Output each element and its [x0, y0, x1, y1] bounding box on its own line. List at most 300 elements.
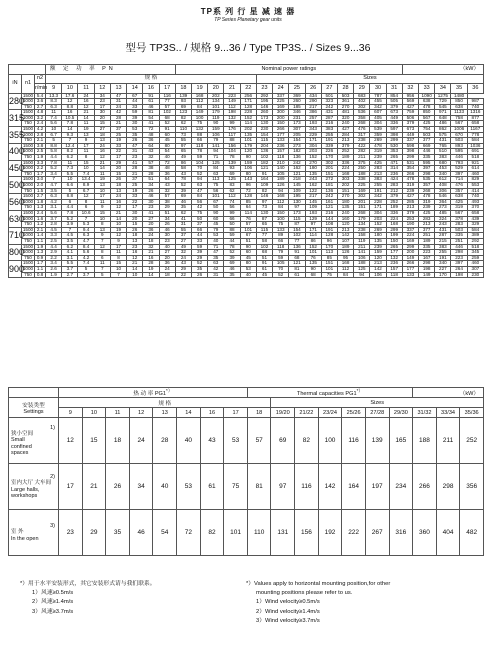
power-cell: 84	[208, 166, 224, 172]
power-cell: 193	[305, 210, 321, 216]
thermal-cell: 24	[129, 418, 153, 464]
power-cell: 97	[175, 143, 191, 149]
power-cell: 159	[370, 250, 386, 256]
power-cell: 21	[127, 171, 143, 177]
power-cell: 15	[110, 261, 126, 267]
power-cell: 9	[94, 233, 110, 239]
notes-cn	[20, 580, 156, 617]
power-cell: 778	[467, 132, 483, 138]
size-col-25: 25	[289, 84, 305, 94]
power-cell: 14	[110, 216, 126, 222]
power-cell: 58	[256, 238, 272, 244]
power-cell: 3.9	[62, 222, 78, 228]
power-cell: 26	[110, 177, 126, 183]
power-cell: 7	[62, 138, 78, 144]
power-cell: 213	[370, 171, 386, 177]
thermal-cell: 298	[436, 464, 460, 510]
power-cell: 149	[224, 99, 240, 105]
power-cell: 173	[289, 210, 305, 216]
n1-cell: 1500	[22, 209, 34, 215]
ratio-cell: 710	[9, 227, 22, 244]
power-cell: 340	[435, 261, 451, 267]
thermal-size-col: 35/36	[460, 408, 484, 418]
power-cell: 168	[337, 171, 353, 177]
power-cell: 230	[467, 272, 483, 278]
power-cell: 6.7	[78, 188, 94, 194]
power-cell: 189	[337, 244, 353, 250]
power-cell: 109	[256, 183, 272, 189]
power-cell: 75	[208, 183, 224, 189]
power-cell: 1480	[451, 93, 467, 99]
power-cell: 162	[305, 183, 321, 189]
power-cell: 180	[337, 199, 353, 205]
power-cell: 476	[354, 127, 370, 133]
power-cell: 239	[402, 188, 418, 194]
power-cell: 189	[419, 238, 435, 244]
power-cell: 5	[46, 138, 62, 144]
power-cell: 213	[370, 261, 386, 267]
power-cell: 139	[175, 93, 191, 99]
power-cell: 45	[208, 222, 224, 228]
power-cell: 493	[467, 199, 483, 205]
power-cell: 112	[273, 199, 289, 205]
power-cell: 337	[273, 93, 289, 99]
power-cell: 503	[337, 93, 353, 99]
n1-cell: 750	[22, 222, 35, 228]
power-cell: 239	[370, 155, 386, 161]
power-cell: 11	[94, 171, 110, 177]
power-cell: 22	[127, 199, 143, 205]
n1-cell: 1000	[22, 232, 34, 238]
power-cell: 80	[240, 171, 256, 177]
power-cell: 503	[451, 227, 467, 233]
power-cell: 503	[419, 132, 435, 138]
power-cell: 224	[402, 233, 418, 239]
notes-en	[246, 580, 390, 626]
power-cell: 5.2	[62, 216, 78, 222]
power-cell: 167	[419, 255, 435, 261]
power-cell: 188	[354, 171, 370, 177]
power-cell: 51	[256, 255, 272, 261]
power-cell: 434	[305, 93, 321, 99]
power-cell: 90	[208, 121, 224, 127]
power-cell: 476	[451, 183, 467, 189]
power-cell: 189	[386, 205, 402, 211]
power-cell: 257	[305, 115, 321, 121]
power-cell: 307	[289, 127, 305, 133]
n1-cell: 750	[22, 138, 35, 144]
power-cell: 35	[224, 272, 240, 278]
power-cell: 5	[94, 272, 110, 278]
power-cell: 47	[127, 143, 143, 149]
power-cell: 89	[273, 233, 289, 239]
power-cell: 157	[273, 149, 289, 155]
power-cell: 35	[208, 255, 224, 261]
power-cell: 5	[62, 188, 78, 194]
power-cell: 195	[289, 194, 305, 200]
power-cell: 99	[224, 210, 240, 216]
power-cell: 242	[321, 104, 337, 110]
n2-cell: 1.7	[35, 261, 46, 267]
n1-cell: 750	[22, 188, 35, 194]
power-cell: 54	[159, 149, 175, 155]
power-cell: 292	[256, 93, 272, 99]
power-cell: 379	[386, 104, 402, 110]
power-cell: 36	[159, 171, 175, 177]
power-cell: 754	[419, 127, 435, 133]
note-en-main-2: mounting positions please refer to us.	[256, 590, 353, 597]
power-cell: 264	[451, 266, 467, 272]
power-cell: 35	[127, 132, 143, 138]
power-cell: 567	[451, 121, 467, 127]
thermal-size-col: 19/20	[271, 408, 295, 418]
power-cell: 377	[419, 227, 435, 233]
power-cell: 108	[321, 222, 337, 228]
power-cell: 69	[175, 104, 191, 110]
thermal-cell: 29	[82, 510, 106, 556]
power-cell: 84	[273, 205, 289, 211]
n1-cell: 1000	[22, 131, 34, 137]
power-cell: 217	[305, 194, 321, 200]
power-cell: 159	[240, 160, 256, 166]
power-cell: 102	[289, 233, 305, 239]
power-cell: 154	[289, 138, 305, 144]
power-cell: 112	[224, 104, 240, 110]
power-cell: 52	[191, 261, 207, 267]
power-cell: 159	[208, 127, 224, 133]
power-cell: 303	[337, 177, 353, 183]
n1-cell: 1500	[22, 92, 34, 98]
thermal-cell: 267	[365, 510, 389, 556]
power-cell: 24	[175, 255, 191, 261]
power-cell: 2.7	[62, 272, 78, 278]
power-cell: 122	[305, 188, 321, 194]
power-cell: 270	[305, 160, 321, 166]
n2-cell: 3.8	[35, 143, 46, 149]
power-cell: 37	[175, 233, 191, 239]
power-cell: 78	[175, 177, 191, 183]
power-cell: 198	[451, 272, 467, 278]
power-cell: 87	[289, 222, 305, 228]
power-cell: 17.6	[62, 93, 78, 99]
power-cell: 285	[402, 199, 418, 205]
power-cell: 152	[370, 222, 386, 228]
power-cell: 268	[419, 188, 435, 194]
power-cell: 505	[386, 99, 402, 105]
size-col-12: 12	[94, 84, 110, 94]
power-cell: 299	[386, 227, 402, 233]
n1-cell: 1500	[22, 193, 34, 199]
power-cell: 5.8	[46, 149, 62, 155]
power-cell: 146	[256, 194, 272, 200]
power-cell: 75	[191, 121, 207, 127]
size-col-22: 22	[240, 84, 256, 94]
power-cell: 151	[354, 205, 370, 211]
power-cell: 921	[467, 160, 483, 166]
power-cell: 99	[224, 121, 240, 127]
power-cell: 612	[435, 177, 451, 183]
power-cell: 319	[370, 149, 386, 155]
power-cell: 379	[402, 121, 418, 127]
power-cell: 320	[337, 115, 353, 121]
power-cell: 145	[305, 199, 321, 205]
power-cell: 23	[143, 205, 159, 211]
power-cell: 379	[386, 194, 402, 200]
power-cell: 75	[321, 272, 337, 278]
power-cell: 12	[94, 155, 110, 161]
power-cell: 64	[143, 143, 159, 149]
power-cell: 101	[240, 138, 256, 144]
power-cell: 36	[143, 138, 159, 144]
power-cell: 80	[159, 143, 175, 149]
thermal-size-col: 14	[177, 408, 201, 418]
n1-cell: 750	[22, 238, 35, 244]
power-cell: 27	[94, 127, 110, 133]
power-cell: 11	[46, 110, 62, 116]
power-cell: 5.6	[46, 121, 62, 127]
power-cell: 90	[240, 155, 256, 161]
power-cell: 20	[94, 115, 110, 121]
power-cell: 553	[467, 183, 483, 189]
power-cell: 23	[127, 244, 143, 250]
thermal-size-col: 27/28	[365, 408, 389, 418]
power-cell: 34	[143, 183, 159, 189]
power-cell: 987	[467, 99, 483, 105]
power-cell: 28	[143, 171, 159, 177]
power-cell: 134	[354, 222, 370, 228]
power-cell: 298	[419, 171, 435, 177]
power-cell: 531	[402, 160, 418, 166]
power-cell: 161	[321, 199, 337, 205]
power-cell: 15	[127, 222, 143, 228]
power-cell: 158	[354, 233, 370, 239]
power-cell: 101	[240, 227, 256, 233]
power-cell: 4.4	[62, 205, 78, 211]
power-cell: 29	[159, 205, 175, 211]
n1-cell: 1500	[22, 243, 34, 249]
power-cell: 32	[143, 155, 159, 161]
power-cell: 61	[289, 272, 305, 278]
power-cell: 64	[159, 177, 175, 183]
power-cell: 199	[386, 233, 402, 239]
power-cell: 60	[159, 132, 175, 138]
power-cell: 503	[451, 138, 467, 144]
power-cell: 268	[354, 121, 370, 127]
power-cell: 65	[175, 149, 191, 155]
power-cell: 471	[386, 160, 402, 166]
power-cell: 100	[191, 115, 207, 121]
power-cell: 198	[224, 110, 240, 116]
power-cell: 242	[321, 194, 337, 200]
thermal-cell: 28	[153, 418, 177, 464]
power-cell: 129	[305, 216, 321, 222]
power-cell: 397	[451, 261, 467, 267]
n2-cell: 2.4	[35, 210, 46, 216]
power-cell: 431	[435, 138, 451, 144]
power-cell: 1133	[451, 110, 467, 116]
power-cell: 4.7	[78, 238, 94, 244]
power-cell: 1.9	[46, 272, 62, 278]
power-cell: 850	[451, 99, 467, 105]
power-cell: 253	[402, 216, 418, 222]
power-cell: 191	[321, 227, 337, 233]
power-cell: 52	[191, 171, 207, 177]
power-cell: 136	[289, 155, 305, 161]
power-cell: 24	[159, 266, 175, 272]
power-cell: 120	[240, 149, 256, 155]
power-cell: 169	[273, 104, 289, 110]
power-cell: 50	[224, 222, 240, 228]
power-cell: 357	[419, 183, 435, 189]
power-cell: 539	[370, 127, 386, 133]
power-cell: 223	[419, 250, 435, 256]
n2-cell: 2.1	[35, 227, 46, 233]
power-cell: 4.5	[46, 227, 62, 233]
power-cell: 379	[402, 210, 418, 216]
power-cell: 4.2	[46, 199, 62, 205]
power-cell: 81	[289, 266, 305, 272]
power-cell: 956	[402, 93, 418, 99]
n2-cell: 1.3	[35, 205, 46, 211]
n1-cell: 1000	[22, 165, 34, 171]
power-cell: 177	[402, 266, 418, 272]
power-cell: 171	[240, 99, 256, 105]
thermal-size-col: 16	[200, 408, 224, 418]
power-cell: 46	[159, 227, 175, 233]
thermal-cell: 12	[59, 418, 83, 464]
power-cell: 375	[354, 160, 370, 166]
power-cell: 200	[402, 250, 418, 256]
power-cell: 223	[224, 93, 240, 99]
power-cell: 8.3	[46, 99, 62, 105]
power-cell: 21	[127, 261, 143, 267]
note-cn-wind-2: 2）风速≥1.4m/s	[32, 599, 74, 606]
power-cell: 68	[159, 115, 175, 121]
power-cell: 7	[62, 227, 78, 233]
power-cell: 5.2	[46, 166, 62, 172]
power-cell: 8	[94, 250, 110, 256]
ratio-cell: 315	[9, 110, 22, 127]
power-cell: 15	[94, 210, 110, 216]
power-cell: 57	[143, 160, 159, 166]
power-cell: 478	[419, 104, 435, 110]
settings-en-1: Large halls,	[11, 486, 40, 493]
power-cell: 398	[386, 132, 402, 138]
power-cell: 213	[402, 205, 418, 211]
power-cell: 31	[110, 99, 126, 105]
power-cell: 105	[273, 261, 289, 267]
power-cell: 30	[127, 121, 143, 127]
n1-cell: 1500	[22, 159, 34, 165]
power-cell: 5.5	[62, 261, 78, 267]
power-cell: 584	[467, 138, 483, 144]
table-row	[9, 272, 484, 278]
power-cell: 5	[78, 266, 94, 272]
n1-cell: 750	[22, 171, 35, 177]
power-cell: 170	[435, 272, 451, 278]
power-cell: 65	[256, 222, 272, 228]
thermal-size-col: 25/26	[342, 408, 366, 418]
power-cell: 255	[370, 183, 386, 189]
thermal-cell: 17	[59, 464, 83, 510]
power-cell: 132	[386, 255, 402, 261]
power-cell: 112	[224, 194, 240, 200]
power-cell: 173	[289, 121, 305, 127]
n1-cell: 750	[22, 155, 35, 161]
power-cell: 427	[402, 104, 418, 110]
thermal-size-col: 11	[106, 408, 130, 418]
power-cell: 714	[451, 177, 467, 183]
power-cell: 66	[224, 216, 240, 222]
power-cell: 102	[159, 110, 175, 116]
power-cell: 28	[110, 115, 126, 121]
power-cell: 77	[256, 233, 272, 239]
settings-cell	[9, 510, 59, 556]
n1-cell: 750	[22, 104, 35, 110]
power-cell: 478	[402, 177, 418, 183]
power-cell: 342	[370, 194, 386, 200]
power-cell: 51	[159, 210, 175, 216]
power-cell: 79	[208, 138, 224, 144]
power-cell: 345	[467, 250, 483, 256]
power-cell: 292	[467, 238, 483, 244]
power-cell: 50	[208, 205, 224, 211]
size-col-19: 19	[191, 84, 207, 94]
power-cell: 850	[419, 110, 435, 116]
power-cell: 224	[386, 216, 402, 222]
ratio-cell: 800	[9, 244, 22, 261]
power-cell: 29	[191, 255, 207, 261]
power-cell: 225	[354, 183, 370, 189]
power-cell: 282	[354, 149, 370, 155]
n1-cell: 1000	[22, 148, 34, 154]
power-cell: 8	[94, 222, 110, 228]
power-cell: 971	[435, 110, 451, 116]
power-cell: 18	[127, 233, 143, 239]
power-cell: 53	[240, 266, 256, 272]
power-cell: 397	[451, 171, 467, 177]
power-cell: 26	[191, 272, 207, 278]
power-cell: 449	[402, 132, 418, 138]
n2-cell: 1.1	[35, 238, 46, 244]
power-cell: 34	[94, 93, 110, 99]
power-cell: 377	[419, 138, 435, 144]
thermal-size-col: 9	[59, 408, 83, 418]
power-cell: 201	[321, 166, 337, 172]
thermal-cell: 404	[436, 510, 460, 556]
power-cell: 34	[159, 216, 175, 222]
thermal-cell: 197	[365, 464, 389, 510]
power-cell: 3.1	[62, 255, 78, 261]
thermal-size-col: 21/22	[295, 408, 319, 418]
power-cell: 236	[386, 261, 402, 267]
power-cell: 39	[224, 255, 240, 261]
n1-cell: 750	[22, 272, 35, 278]
power-cell: 11	[78, 121, 94, 127]
power-cell: 116	[159, 93, 175, 99]
power-cell: 765	[435, 143, 451, 149]
power-cell: 39	[175, 188, 191, 194]
power-cell: 425	[451, 199, 467, 205]
power-cell: 37	[191, 222, 207, 228]
power-cell: 149	[191, 110, 207, 116]
power-cell: 149	[402, 255, 418, 261]
power-cell: 2.9	[46, 250, 62, 256]
power-cell: 23	[159, 238, 175, 244]
power-cell: 256	[240, 93, 256, 99]
power-cell: 439	[467, 216, 483, 222]
power-cell: 6.3	[46, 194, 62, 200]
